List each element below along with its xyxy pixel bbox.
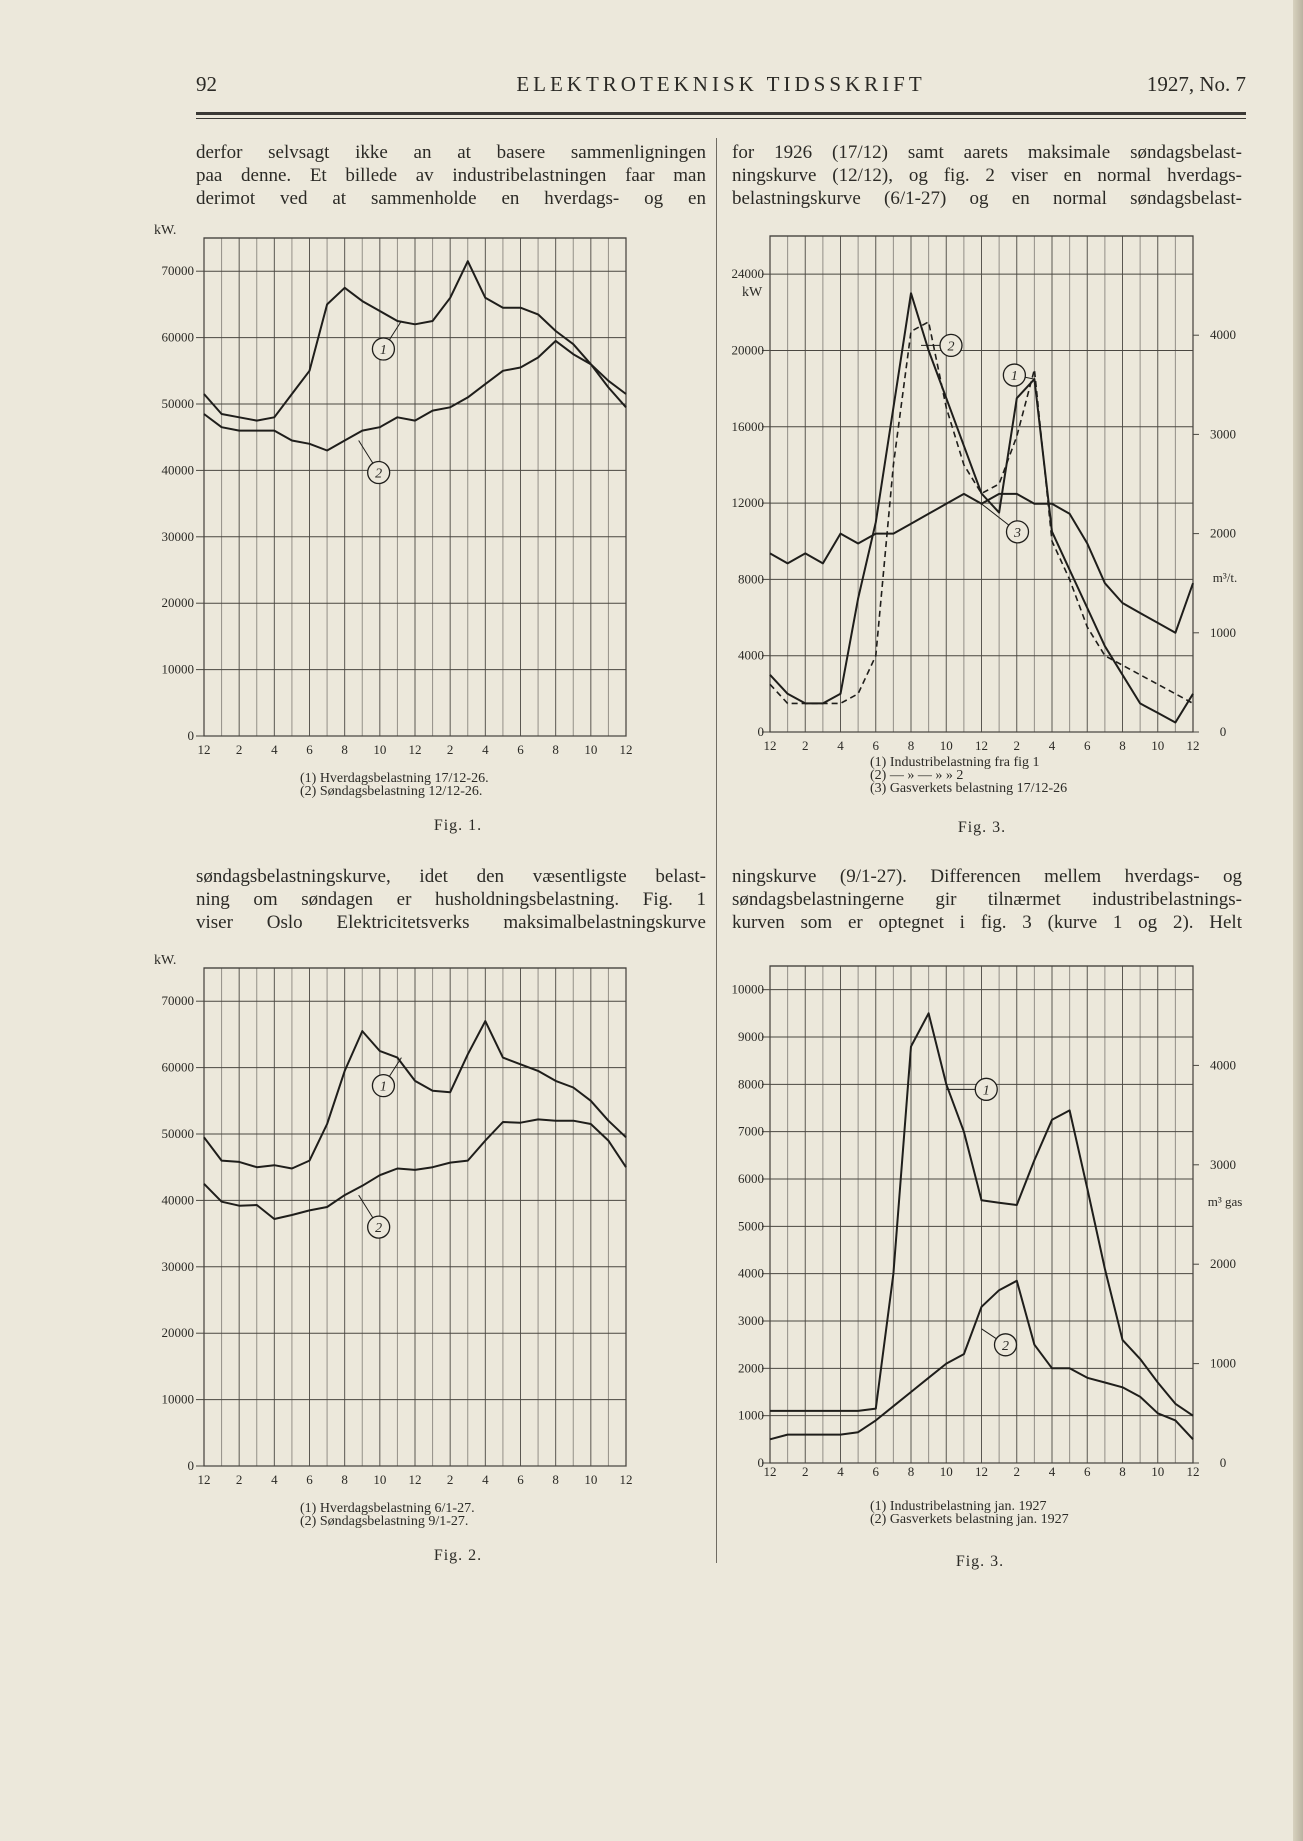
- text-line: søndagsbelastningerne gir tilnærmet industribelastnings-: [732, 889, 1242, 910]
- y2-tick-label: 3000: [1210, 1156, 1236, 1172]
- y2-tick-label: 2000: [1210, 525, 1236, 541]
- figure-3-top: [720, 230, 1290, 840]
- x-tick-label: 10: [584, 1472, 598, 1487]
- text-line: belastningskurve (6/1-27) og en normal søndagsbelast-: [732, 188, 1242, 209]
- x-tick-label: 10: [939, 1464, 953, 1479]
- x-tick-label: 4: [482, 742, 489, 757]
- x-tick-label: 12: [408, 1472, 422, 1487]
- y2-tick-label: 1000: [1210, 1355, 1236, 1371]
- header-rule-thin: [196, 118, 1246, 119]
- x-tick-label: 6: [517, 742, 524, 757]
- y2-tick-label: 4000: [1210, 327, 1236, 343]
- y-tick-label: 3000: [738, 1313, 764, 1328]
- x-tick-label: 4: [271, 742, 278, 757]
- y-tick-label: 4000: [738, 647, 764, 663]
- page-header: [196, 72, 1246, 102]
- figure-1: [150, 223, 720, 840]
- x-tick-label: 6: [517, 1472, 524, 1487]
- text-line: derimot ved at sammenholde en hverdags- og en: [196, 188, 706, 209]
- y2-unit-label: m³/t.: [1212, 570, 1238, 585]
- x-tick-label: 12: [619, 1472, 633, 1487]
- text-line: ningskurve (12/12), og fig. 2 viser en normal hverdags-: [732, 165, 1242, 186]
- x-tick-label: 6: [306, 742, 313, 757]
- y-tick-label: 10000: [161, 661, 194, 677]
- page-edge: [1293, 0, 1303, 1841]
- x-tick-label: 12: [1186, 1464, 1200, 1479]
- x-tick-label: 12: [1186, 738, 1200, 753]
- legend-entry: (1) Hverdagsbelastning 17/12-26.: [300, 771, 489, 786]
- y-tick-label: 20000: [161, 595, 194, 611]
- legend-entry: (2) — » — » » 2: [870, 768, 964, 783]
- y-tick-label: 70000: [161, 263, 194, 279]
- x-tick-label: 12: [975, 1464, 988, 1479]
- x-tick-label: 8: [552, 1472, 559, 1487]
- x-tick-label: 4: [1048, 738, 1056, 753]
- callout-label: 2: [375, 466, 383, 482]
- figure-caption: Fig. 1.: [433, 817, 483, 834]
- y-tick-label: 8000: [738, 1076, 764, 1092]
- y-tick-label: 20000: [161, 1325, 194, 1341]
- legend-entry: (2) Gasverkets belastning jan. 1927: [870, 1512, 1069, 1527]
- text-line: ningskurve (9/1-27). Differencen mellem hverdags- og: [732, 866, 1242, 887]
- figure-2: [150, 953, 720, 1570]
- legend-entry: (2) Søndagsbelastning 9/1-27.: [300, 1514, 469, 1529]
- y2-unit-label: m³ gas: [1207, 1194, 1243, 1209]
- y2-tick-label: 4000: [1210, 1057, 1236, 1073]
- y2-tick-label: 0: [1219, 1455, 1227, 1470]
- x-tick-label: 10: [373, 1472, 387, 1487]
- x-tick-label: 4: [1048, 1464, 1056, 1479]
- y-tick-label: 0: [757, 724, 764, 739]
- x-tick-label: 8: [907, 1464, 915, 1479]
- paragraph-right-top: [732, 141, 1242, 210]
- legend-entry: (2) Søndagsbelastning 12/12-26.: [300, 784, 483, 799]
- y-tick-label: 2000: [738, 1360, 764, 1376]
- callout-label: 1: [379, 343, 387, 358]
- page-number: 92: [196, 72, 217, 96]
- y-tick-label: 50000: [161, 396, 194, 411]
- y-tick-label: 8000: [738, 571, 764, 587]
- text-line: viser Oslo Elektricitetsverks maksimalbelastningskurve: [196, 912, 706, 933]
- y-tick-label: 20000: [731, 342, 764, 358]
- y-tick-label: 7000: [738, 1123, 764, 1139]
- y2-tick-label: 0: [1219, 724, 1227, 739]
- y-tick-label: 70000: [161, 993, 194, 1009]
- x-tick-label: 2: [446, 742, 454, 757]
- paragraph-right-mid: [732, 865, 1242, 934]
- x-tick-label: 2: [235, 742, 243, 757]
- y-tick-label: 30000: [161, 528, 194, 544]
- text-line: for 1926 (17/12) samt aarets maksimale søndagsbelast-: [732, 142, 1242, 163]
- callout-label: 2: [375, 1221, 383, 1237]
- legend-entry: (1) Hverdagsbelastning 6/1-27.: [300, 1501, 475, 1516]
- figure-caption: Fig. 2.: [433, 1547, 483, 1564]
- y-tick-label: 24000: [731, 266, 764, 282]
- y-tick-label: 30000: [161, 1258, 194, 1274]
- x-tick-label: 10: [584, 742, 598, 757]
- x-tick-label: 2: [802, 738, 809, 753]
- paragraph-left-mid: [196, 865, 706, 934]
- y-tick-label: 40000: [161, 1192, 194, 1208]
- y-tick-label: 0: [757, 1455, 764, 1470]
- y-tick-label: 4000: [738, 1265, 764, 1281]
- figure-2-chart: [150, 953, 720, 1570]
- callout-label: 1: [1010, 369, 1018, 385]
- journal-title: ELEKTROTEKNISK TIDSSKRIFT: [516, 72, 926, 96]
- x-tick-label: 2: [235, 1472, 243, 1487]
- y-unit-label: kW.: [154, 223, 177, 238]
- x-tick-label: 12: [763, 738, 777, 753]
- x-tick-label: 2: [1013, 1464, 1020, 1479]
- figure-caption: Fig. 3.: [955, 1553, 1005, 1570]
- figure-3-bottom-chart: [720, 960, 1290, 1570]
- x-tick-label: 4: [837, 1464, 844, 1479]
- x-tick-label: 2: [802, 1464, 809, 1479]
- figure-3-bottom: [720, 960, 1290, 1570]
- x-tick-label: 6: [306, 1472, 313, 1487]
- x-tick-label: 2: [1013, 738, 1020, 753]
- x-tick-label: 6: [1084, 738, 1091, 753]
- figure-caption: Fig. 3.: [957, 819, 1007, 836]
- legend-entry: (3) Gasverkets belastning 17/12-26: [870, 781, 1068, 796]
- y-unit-label: kW: [742, 285, 763, 300]
- x-tick-label: 8: [341, 1472, 348, 1487]
- y-tick-label: 16000: [731, 418, 764, 434]
- y-tick-label: 60000: [161, 1059, 194, 1075]
- x-tick-label: 12: [763, 1464, 777, 1479]
- text-line: ning om søndagen er husholdningsbelastning. Fig. 1: [196, 889, 706, 910]
- y2-tick-label: 1000: [1210, 624, 1236, 640]
- callout-label: 1: [379, 1079, 387, 1095]
- x-tick-label: 8: [1119, 1464, 1126, 1479]
- y-tick-label: 1000: [738, 1407, 764, 1423]
- figure-3-top-chart: [720, 230, 1290, 840]
- x-tick-label: 8: [552, 742, 559, 757]
- x-tick-label: 10: [939, 738, 953, 753]
- x-tick-label: 12: [197, 1472, 211, 1487]
- x-tick-label: 6: [872, 1464, 879, 1479]
- y-tick-label: 6000: [738, 1171, 764, 1186]
- y-tick-label: 9000: [738, 1029, 764, 1044]
- x-tick-label: 10: [373, 742, 387, 757]
- x-tick-label: 8: [907, 738, 915, 753]
- y-unit-label: kW.: [154, 953, 177, 968]
- paragraph-left-top: [196, 141, 706, 210]
- y2-tick-label: 2000: [1210, 1256, 1236, 1272]
- x-tick-label: 6: [872, 738, 879, 753]
- x-tick-label: 10: [1151, 738, 1165, 753]
- y-tick-label: 12000: [731, 495, 764, 511]
- x-tick-label: 2: [446, 1472, 454, 1487]
- text-line: kurven som er optegnet i fig. 3 (kurve 1 og 2). Helt: [732, 912, 1242, 933]
- y-tick-label: 0: [187, 728, 194, 743]
- text-line: søndagsbelastningskurve, idet den væsentligste belast-: [196, 866, 706, 887]
- y-tick-label: 50000: [161, 1126, 194, 1141]
- header-rule: [196, 112, 1246, 115]
- text-line: derfor selvsagt ikke an at basere sammenligningen: [196, 142, 706, 163]
- x-tick-label: 4: [482, 1472, 489, 1487]
- callout-label: 3: [1014, 525, 1021, 541]
- y-tick-label: 40000: [161, 462, 194, 478]
- x-tick-label: 4: [271, 1472, 278, 1487]
- text-line: paa denne. Et billede av industribelastningen faar man: [196, 165, 706, 186]
- x-tick-label: 10: [1151, 1464, 1165, 1479]
- y-tick-label: 10000: [731, 981, 764, 997]
- issue-label: 1927, No. 7: [1146, 72, 1246, 96]
- x-tick-label: 12: [619, 742, 633, 757]
- callout-label: 2: [947, 339, 955, 355]
- y-tick-label: 5000: [738, 1218, 764, 1234]
- legend-entry: (1) Industribelastning fra fig 1: [870, 755, 1040, 770]
- x-tick-label: 12: [197, 742, 211, 757]
- x-tick-label: 8: [341, 742, 348, 757]
- x-tick-label: 6: [1084, 1464, 1091, 1479]
- x-tick-label: 12: [975, 738, 988, 753]
- callout-label: 2: [1002, 1338, 1009, 1354]
- legend-entry: (1) Industribelastning jan. 1927: [870, 1499, 1047, 1514]
- y-tick-label: 60000: [161, 329, 194, 345]
- x-tick-label: 4: [837, 738, 844, 753]
- x-tick-label: 8: [1119, 738, 1126, 753]
- y-tick-label: 0: [187, 1458, 194, 1473]
- y-tick-label: 10000: [161, 1391, 194, 1407]
- x-tick-label: 12: [408, 742, 422, 757]
- y2-tick-label: 3000: [1210, 426, 1236, 442]
- figure-1-chart: [150, 223, 720, 840]
- callout-label: 1: [982, 1083, 990, 1099]
